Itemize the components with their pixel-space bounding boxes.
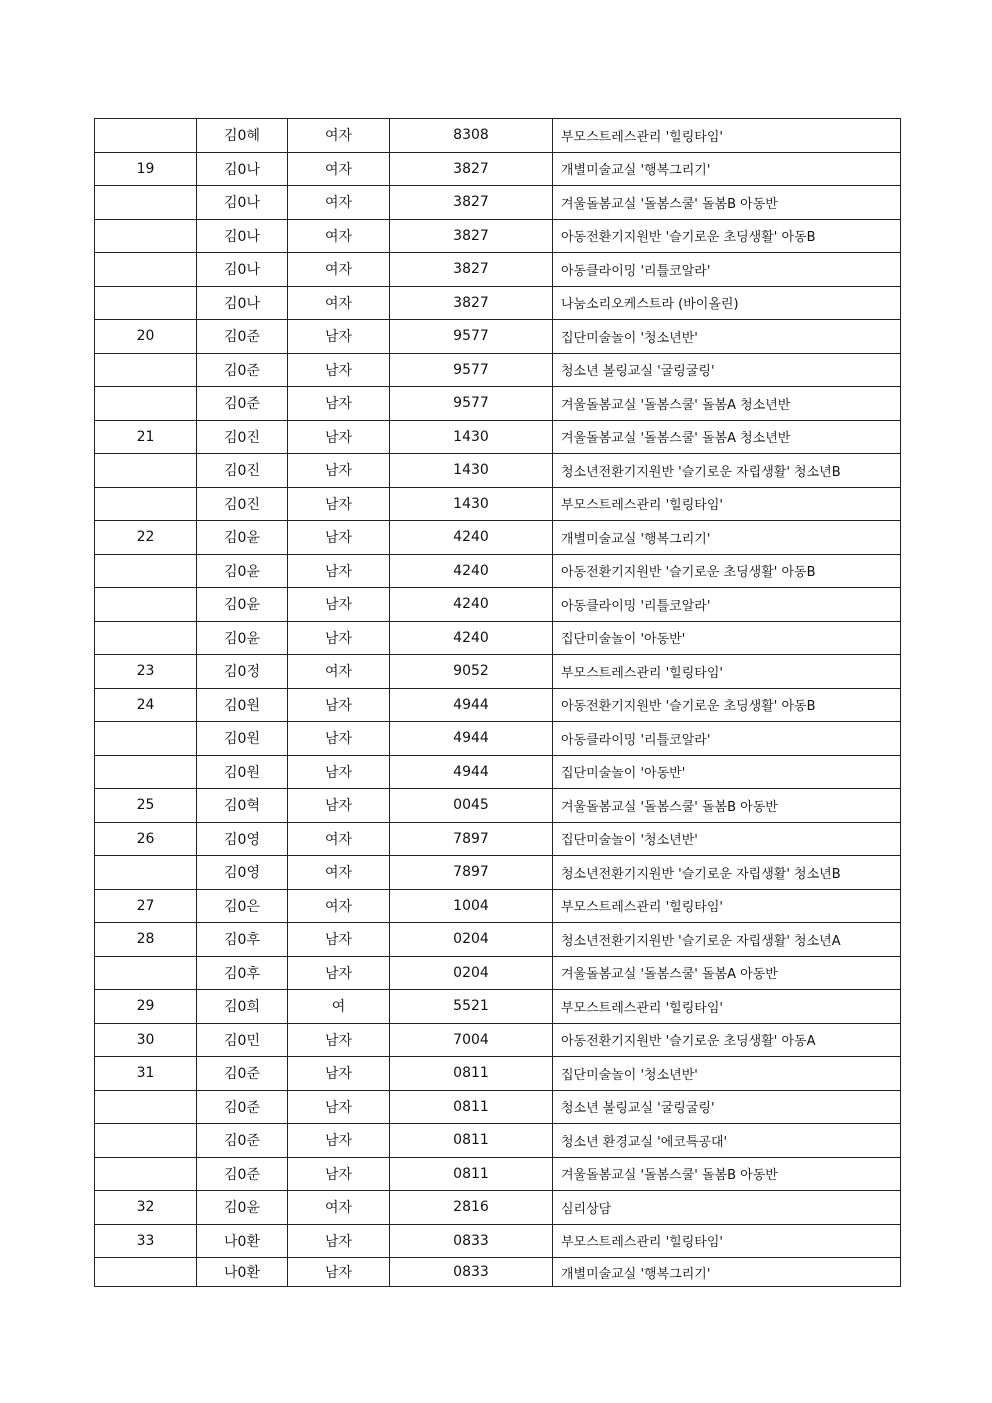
row-number-cell: 29: [95, 990, 197, 1024]
gender-cell: 여자: [288, 119, 390, 153]
gender-cell: 남자: [288, 1258, 390, 1287]
row-number-cell: 31: [95, 1057, 197, 1091]
id-code-cell: 1430: [390, 454, 553, 488]
gender-cell: 남자: [288, 923, 390, 957]
gender-cell: 남자: [288, 387, 390, 421]
id-code-cell: 0811: [390, 1057, 553, 1091]
id-code-cell: 4240: [390, 588, 553, 622]
gender-cell: 남자: [288, 454, 390, 488]
table-row: [95, 387, 901, 421]
row-number-cell: [95, 1157, 197, 1191]
program-cell: 집단미술놀이 '청소년반': [553, 822, 901, 856]
row-number-cell: [95, 621, 197, 655]
id-code-cell: 3827: [390, 186, 553, 220]
participant-name-cell: 김0진: [197, 487, 288, 521]
gender-cell: 남자: [288, 320, 390, 354]
table-row: [95, 655, 901, 689]
program-cell: 겨울돌봄교실 '돌봄스쿨' 돌봄B 아동반: [553, 1157, 901, 1191]
id-code-cell: 3827: [390, 152, 553, 186]
gender-cell: 남자: [288, 353, 390, 387]
gender-cell: 남자: [288, 789, 390, 823]
row-number-cell: [95, 119, 197, 153]
table-row: [95, 420, 901, 454]
row-number-cell: [95, 353, 197, 387]
table-row: [95, 990, 901, 1024]
program-cell: 청소년 볼링교실 '굴링굴링': [553, 353, 901, 387]
gender-cell: 여자: [288, 1191, 390, 1225]
participant-name-cell: 김0은: [197, 889, 288, 923]
row-number-cell: [95, 856, 197, 890]
program-cell: 부모스트레스관리 '힐링타임': [553, 1224, 901, 1258]
table-row: [95, 956, 901, 990]
gender-cell: 남자: [288, 521, 390, 555]
table-row: [95, 1157, 901, 1191]
participant-name-cell: 김0윤: [197, 1191, 288, 1225]
gender-cell: 여자: [288, 856, 390, 890]
gender-cell: 남자: [288, 1090, 390, 1124]
gender-cell: 남자: [288, 755, 390, 789]
row-number-cell: [95, 186, 197, 220]
table-row: [95, 454, 901, 488]
program-cell: 집단미술놀이 '청소년반': [553, 1057, 901, 1091]
table-row: [95, 822, 901, 856]
table-row: [95, 688, 901, 722]
gender-cell: 여자: [288, 152, 390, 186]
row-number-cell: 22: [95, 521, 197, 555]
table-row: [95, 1090, 901, 1124]
gender-cell: 남자: [288, 722, 390, 756]
program-cell: 아동전환기지원반 '슬기로운 초딩생활' 아동B: [553, 219, 901, 253]
table-row: [95, 353, 901, 387]
program-cell: 겨울돌봄교실 '돌봄스쿨' 돌봄A 아동반: [553, 956, 901, 990]
id-code-cell: 4240: [390, 621, 553, 655]
participant-name-cell: 나0환: [197, 1224, 288, 1258]
participant-name-cell: 김0준: [197, 1090, 288, 1124]
row-number-cell: [95, 286, 197, 320]
participant-name-cell: 김0윤: [197, 521, 288, 555]
program-cell: 개별미술교실 '행복그리기': [553, 152, 901, 186]
row-number-cell: [95, 253, 197, 287]
gender-cell: 남자: [288, 688, 390, 722]
row-number-cell: 20: [95, 320, 197, 354]
row-number-cell: [95, 755, 197, 789]
table-row: [95, 1191, 901, 1225]
program-cell: 부모스트레스관리 '힐링타임': [553, 487, 901, 521]
table-row: [95, 1258, 901, 1287]
participant-name-cell: 김0혜: [197, 119, 288, 153]
id-code-cell: 8308: [390, 119, 553, 153]
row-number-cell: 33: [95, 1224, 197, 1258]
program-cell: 나눔소리오케스트라 (바이올린): [553, 286, 901, 320]
table-row: [95, 755, 901, 789]
id-code-cell: 9577: [390, 387, 553, 421]
id-code-cell: 0204: [390, 923, 553, 957]
program-cell: 아동클라이밍 '리틀코알라': [553, 722, 901, 756]
program-cell: 부모스트레스관리 '힐링타임': [553, 889, 901, 923]
participant-name-cell: 김0윤: [197, 588, 288, 622]
gender-cell: 여자: [288, 219, 390, 253]
program-cell: 청소년 볼링교실 '굴링굴링': [553, 1090, 901, 1124]
program-cell: 심리상담: [553, 1191, 901, 1225]
id-code-cell: 7004: [390, 1023, 553, 1057]
id-code-cell: 0811: [390, 1090, 553, 1124]
gender-cell: 여자: [288, 186, 390, 220]
program-cell: 청소년전환기지원반 '슬기로운 자립생활' 청소년A: [553, 923, 901, 957]
table-row: [95, 219, 901, 253]
participant-name-cell: 김0정: [197, 655, 288, 689]
table-row: [95, 621, 901, 655]
roster-body: [95, 119, 901, 1287]
row-number-cell: 24: [95, 688, 197, 722]
program-cell: 개별미술교실 '행복그리기': [553, 521, 901, 555]
row-number-cell: 19: [95, 152, 197, 186]
participant-name-cell: 김0혁: [197, 789, 288, 823]
row-number-cell: 27: [95, 889, 197, 923]
participant-name-cell: 김0희: [197, 990, 288, 1024]
table-row: [95, 487, 901, 521]
id-code-cell: 1004: [390, 889, 553, 923]
id-code-cell: 0811: [390, 1124, 553, 1158]
gender-cell: 여자: [288, 253, 390, 287]
gender-cell: 남자: [288, 956, 390, 990]
participant-name-cell: 김0진: [197, 420, 288, 454]
participant-name-cell: 김0민: [197, 1023, 288, 1057]
id-code-cell: 7897: [390, 822, 553, 856]
table-row: [95, 889, 901, 923]
table-row: [95, 722, 901, 756]
participant-name-cell: 김0나: [197, 152, 288, 186]
program-cell: 개별미술교실 '행복그리기': [553, 1258, 901, 1287]
row-number-cell: 25: [95, 789, 197, 823]
id-code-cell: 0045: [390, 789, 553, 823]
id-code-cell: 9577: [390, 320, 553, 354]
program-cell: 청소년전환기지원반 '슬기로운 자립생활' 청소년B: [553, 454, 901, 488]
table-row: [95, 554, 901, 588]
participant-name-cell: 김0준: [197, 353, 288, 387]
participant-name-cell: 김0준: [197, 320, 288, 354]
gender-cell: 여: [288, 990, 390, 1024]
participant-name-cell: 김0준: [197, 1124, 288, 1158]
program-cell: 겨울돌봄교실 '돌봄스쿨' 돌봄A 청소년반: [553, 387, 901, 421]
participant-name-cell: 김0나: [197, 253, 288, 287]
gender-cell: 여자: [288, 822, 390, 856]
participant-name-cell: 김0영: [197, 856, 288, 890]
program-cell: 아동전환기지원반 '슬기로운 초딩생활' 아동A: [553, 1023, 901, 1057]
row-number-cell: [95, 1124, 197, 1158]
table-row: [95, 856, 901, 890]
gender-cell: 여자: [288, 286, 390, 320]
gender-cell: 여자: [288, 889, 390, 923]
participant-name-cell: 김0준: [197, 1157, 288, 1191]
id-code-cell: 4944: [390, 688, 553, 722]
gender-cell: 남자: [288, 1023, 390, 1057]
table-row: [95, 152, 901, 186]
gender-cell: 남자: [288, 621, 390, 655]
id-code-cell: 0833: [390, 1258, 553, 1287]
id-code-cell: 9052: [390, 655, 553, 689]
gender-cell: 남자: [288, 588, 390, 622]
gender-cell: 남자: [288, 554, 390, 588]
id-code-cell: 0833: [390, 1224, 553, 1258]
id-code-cell: 4240: [390, 521, 553, 555]
program-cell: 집단미술놀이 '아동반': [553, 755, 901, 789]
table-row: [95, 286, 901, 320]
program-cell: 집단미술놀이 '아동반': [553, 621, 901, 655]
id-code-cell: 5521: [390, 990, 553, 1024]
table-row: [95, 1023, 901, 1057]
participant-name-cell: 김0준: [197, 387, 288, 421]
participant-name-cell: 김0윤: [197, 554, 288, 588]
table-row: [95, 923, 901, 957]
row-number-cell: [95, 588, 197, 622]
table-row: [95, 253, 901, 287]
program-cell: 겨울돌봄교실 '돌봄스쿨' 돌봄B 아동반: [553, 186, 901, 220]
id-code-cell: 4240: [390, 554, 553, 588]
program-cell: 청소년전환기지원반 '슬기로운 자립생활' 청소년B: [553, 856, 901, 890]
program-cell: 아동전환기지원반 '슬기로운 초딩생활' 아동B: [553, 688, 901, 722]
row-number-cell: [95, 1090, 197, 1124]
participant-name-cell: 김0원: [197, 755, 288, 789]
program-cell: 아동클라이밍 '리틀코알라': [553, 588, 901, 622]
table-row: [95, 521, 901, 555]
participant-name-cell: 김0원: [197, 688, 288, 722]
program-cell: 아동전환기지원반 '슬기로운 초딩생활' 아동B: [553, 554, 901, 588]
gender-cell: 남자: [288, 1224, 390, 1258]
table-row: [95, 186, 901, 220]
table-row: [95, 1124, 901, 1158]
participant-name-cell: 김0나: [197, 186, 288, 220]
program-cell: 부모스트레스관리 '힐링타임': [553, 990, 901, 1024]
gender-cell: 남자: [288, 1057, 390, 1091]
row-number-cell: [95, 454, 197, 488]
id-code-cell: 3827: [390, 253, 553, 287]
participant-roster-table: [94, 118, 901, 1287]
row-number-cell: 21: [95, 420, 197, 454]
participant-name-cell: 김0영: [197, 822, 288, 856]
row-number-cell: [95, 956, 197, 990]
id-code-cell: 2816: [390, 1191, 553, 1225]
id-code-cell: 9577: [390, 353, 553, 387]
program-cell: 겨울돌봄교실 '돌봄스쿨' 돌봄B 아동반: [553, 789, 901, 823]
id-code-cell: 4944: [390, 755, 553, 789]
table-row: [95, 320, 901, 354]
id-code-cell: 3827: [390, 219, 553, 253]
participant-name-cell: 김0후: [197, 923, 288, 957]
row-number-cell: 26: [95, 822, 197, 856]
row-number-cell: [95, 722, 197, 756]
program-cell: 부모스트레스관리 '힐링타임': [553, 119, 901, 153]
program-cell: 집단미술놀이 '청소년반': [553, 320, 901, 354]
row-number-cell: [95, 487, 197, 521]
gender-cell: 남자: [288, 1157, 390, 1191]
table-row: [95, 1224, 901, 1258]
table-row: [95, 789, 901, 823]
participant-name-cell: 김0나: [197, 286, 288, 320]
row-number-cell: 28: [95, 923, 197, 957]
id-code-cell: 3827: [390, 286, 553, 320]
program-cell: 부모스트레스관리 '힐링타임': [553, 655, 901, 689]
participant-name-cell: 나0환: [197, 1258, 288, 1287]
row-number-cell: [95, 554, 197, 588]
row-number-cell: 30: [95, 1023, 197, 1057]
table-row: [95, 588, 901, 622]
gender-cell: 남자: [288, 1124, 390, 1158]
table-row: [95, 119, 901, 153]
id-code-cell: 1430: [390, 487, 553, 521]
participant-name-cell: 김0윤: [197, 621, 288, 655]
row-number-cell: [95, 1258, 197, 1287]
participant-name-cell: 김0진: [197, 454, 288, 488]
program-cell: 겨울돌봄교실 '돌봄스쿨' 돌봄A 청소년반: [553, 420, 901, 454]
participant-name-cell: 김0준: [197, 1057, 288, 1091]
participant-name-cell: 김0후: [197, 956, 288, 990]
row-number-cell: 23: [95, 655, 197, 689]
participant-name-cell: 김0원: [197, 722, 288, 756]
program-cell: 아동클라이밍 '리틀코알라': [553, 253, 901, 287]
id-code-cell: 0204: [390, 956, 553, 990]
id-code-cell: 0811: [390, 1157, 553, 1191]
gender-cell: 남자: [288, 487, 390, 521]
participant-name-cell: 김0나: [197, 219, 288, 253]
gender-cell: 여자: [288, 655, 390, 689]
gender-cell: 남자: [288, 420, 390, 454]
id-code-cell: 1430: [390, 420, 553, 454]
row-number-cell: [95, 219, 197, 253]
id-code-cell: 4944: [390, 722, 553, 756]
row-number-cell: 32: [95, 1191, 197, 1225]
table-row: [95, 1057, 901, 1091]
id-code-cell: 7897: [390, 856, 553, 890]
program-cell: 청소년 환경교실 '에코특공대': [553, 1124, 901, 1158]
row-number-cell: [95, 387, 197, 421]
